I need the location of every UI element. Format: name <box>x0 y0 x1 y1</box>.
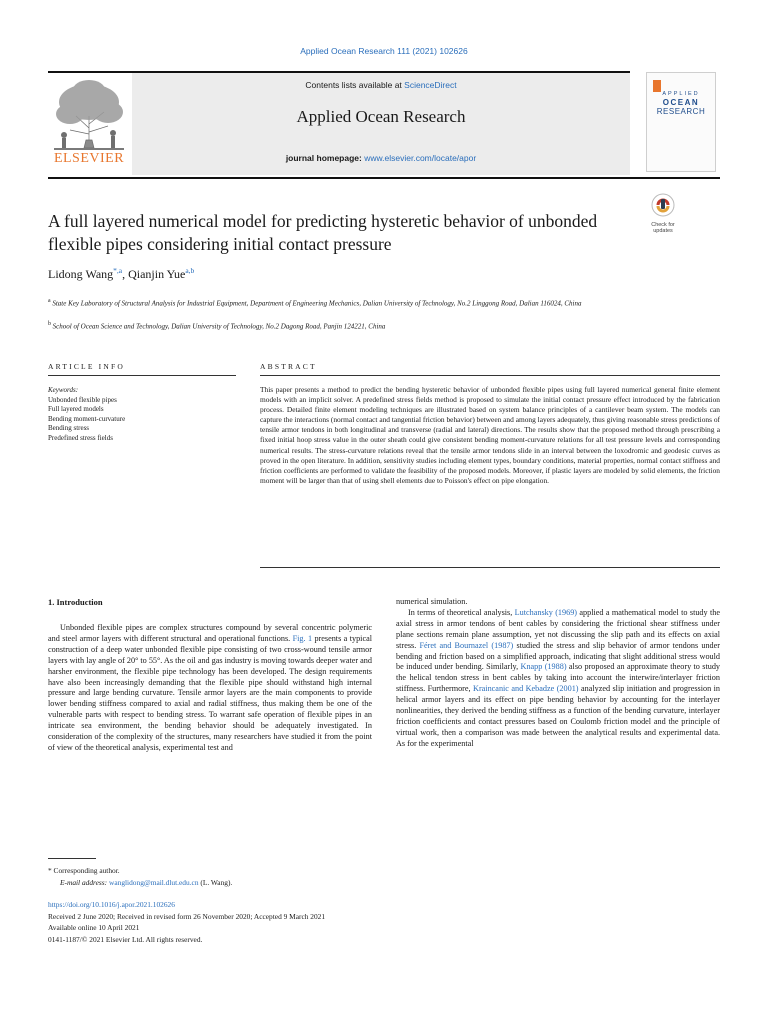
ref-link-knapp[interactable]: Knapp (1988) <box>520 662 567 672</box>
email-label: E-mail address: <box>60 878 109 887</box>
publication-info <box>48 899 548 945</box>
affiliation-b <box>48 319 648 331</box>
ref-link-lutchansky[interactable]: Lutchansky (1969) <box>514 607 578 617</box>
intro-text: also proposed an approximate theory to study the helical tendon stress in bent cables by taking into account the interwire/interlayer friction stiffness. Furthermore, <box>396 662 721 694</box>
intro-text: presents a typical construction of a deep water unbonded flexible pipe consisting of two cross-wound tensile armor layers with lay angle of 20° to 55°. As the oil and gas industry is moving towards deeper water and harsher environment, the flexible pipe technology has been developed. The design requirements have also been increasingly demanding that the flexible pipe should withstand high internal pressure and large bending curvature. Tensile armor layers are the main components to provide lower bending stiffness compared to axial and radial stiffness, thus making them be one of the vulnerable parts with respect to bending stress. To warrant safe operation of flexible pipes in an intricate sea environment, the bending behavior should be adequately investigated. In consideration of the complexity of the structures, many researchers have studied it from the point of view of the theoretical analysis, experimental test and <box>48 633 372 752</box>
homepage-link[interactable]: www.elsevier.com/locate/apor <box>364 153 477 163</box>
email-link[interactable]: wanglidong@mail.dlut.edu.cn <box>109 878 199 887</box>
body-column-right <box>396 597 720 750</box>
affiliation-a-marker: a <box>48 298 51 304</box>
article-info-rule <box>48 375 236 376</box>
footnotes <box>48 865 448 889</box>
intro-text: Unbonded flexible pipes are complex structures compound by several concentric polymeric and steel armor layers with different structural and operational functions. <box>48 623 372 643</box>
journal-title: Applied Ocean Research <box>296 107 466 126</box>
fig1-link[interactable]: Fig. 1 <box>292 633 313 643</box>
check-for-updates-icon <box>651 193 675 217</box>
check-for-updates-badge[interactable] <box>643 193 683 234</box>
check-for-updates-label: Check for updates <box>651 222 675 234</box>
email-line <box>48 877 448 889</box>
body-column-left <box>48 623 372 754</box>
author-wang: Lidong Wang <box>48 267 114 281</box>
abstract-heading: ABSTRACT <box>260 362 317 371</box>
received-dates: Received 2 June 2020; Received in revised form 26 November 2020; Accepted 9 March 2021 <box>48 911 326 921</box>
affiliation-b-text: School of Ocean Science and Technology, Dalian University of Technology, No.2 Dagong Road, Panjin 124221, China <box>52 322 386 331</box>
intro-text: In terms of theoretical analysis, <box>408 607 515 617</box>
abstract-bottom-rule <box>260 567 720 568</box>
keyword-item: Predefined stress fields <box>48 433 113 442</box>
author-wang-markers[interactable]: *,a <box>113 266 123 275</box>
doi-link[interactable]: https://doi.org/10.1016/j.apor.2021.102626 <box>48 900 175 909</box>
author-list <box>48 266 194 282</box>
homepage-label: journal homepage: <box>285 153 365 163</box>
article-info-heading: ARTICLE INFO <box>48 362 125 371</box>
keywords-label: Keywords: <box>48 386 79 394</box>
author-yue: Qianjin Yue <box>128 267 186 281</box>
copyright-line: 0141-1187/© 2021 Elsevier Ltd. All rights reserved. <box>48 934 203 944</box>
abstract-rule <box>260 375 720 376</box>
contents-prefix: Contents lists available at <box>305 80 405 90</box>
affiliation-b-marker: b <box>48 321 51 327</box>
cover-line-applied: APPLIED <box>662 91 700 97</box>
abstract-text: This paper presents a method to predict the bending hysteretic behavior of unbonded flexible pipes using full layered numerical general finite element models with an implicit solver. A predefined stress fields method is proposed to simulate the initial contact pressure effect introduced by the fabrication process. Detailed finite element modeling techniques are illustrated based on system balance principles of a cantilever beam system. The models can capture the interactions (normal contact and tangential friction behavior) between and among layers adequately, thus giving reasonable stress predictions of tensile armor tendons in both longitudinal and transverse (radial and lateral) directions. The results show that the proposed method through prescribing a fixed initial hoop stress value in the outer sheath could give consistent bending moment-curvature relations for all test pressure levels and corresponding numerical results. The stress-curvature relations reveal that the tensile armor tendons slide in an interval between the loxodromic and geodesic curves as proved in the open literature. In addition, sensitivity studies including element types, boundary conditions, material properties, normal contact stiffness and friction coefficients are performed to validate the feasibility of the proposed models. Moreover, if plastic layers are modeled by solid elements, the friction moment will be larger than that of using shell elements due to Poisson's effect on pipe elongation. <box>260 385 720 485</box>
article-title: A full layered numerical model for predicting hysteretic behavior of unbonded flexible pipes considering initial contact pressure <box>48 211 598 254</box>
sciencedirect-link[interactable]: ScienceDirect <box>404 80 457 90</box>
cover-line-ocean: OCEAN <box>662 98 700 107</box>
keyword-item: Bending moment-curvature <box>48 414 126 423</box>
journal-cover-thumbnail[interactable] <box>646 72 716 172</box>
section-heading-introduction: 1. Introduction <box>48 597 103 607</box>
intro-continuation: numerical simulation. <box>396 597 468 606</box>
elsevier-wordmark: ELSEVIER <box>53 151 125 166</box>
journal-citation[interactable]: Applied Ocean Research 111 (2021) 102626 <box>300 46 468 56</box>
corresponding-author-note: * Corresponding author. <box>48 866 120 875</box>
intro-text: analyzed slip initiation and progression in helical armor layers and its effect on pipe bending behavior by accounting for the interlayer nonlinearities, they derived the bending stiffness as a function of the bending curvature, interlayer friction coefficients and contact pressures based on Coulomb friction model and the principle of virtual work, then a comparison was made between the analytical results and experimental data. As for the experimental <box>396 684 720 748</box>
contents-line <box>132 80 630 90</box>
affiliation-a-text: State Key Laboratory of Structural Analysis for Industrial Equipment, Department of Engineering Mechanics, Dalian University of Technology, No.2 Linggong Road, Dalian 116024, China <box>52 299 582 308</box>
header-bottom-rule <box>48 177 720 179</box>
ref-link-kraincanic[interactable]: Kraincanic and Kebadze (2001) <box>473 684 579 694</box>
affiliation-a <box>48 296 648 308</box>
keyword-item: Unbonded flexible pipes <box>48 395 117 404</box>
author-yue-markers[interactable]: a,b <box>185 266 195 275</box>
journal-homepage-line <box>132 153 630 163</box>
keyword-item: Full layered models <box>48 405 104 413</box>
author-separator: , <box>122 267 129 281</box>
intro-text: applied a mathematical model to study the axial stress in armor tendons of bent cables by considering the frictional shear stiffness under plane sections remain plane assumption, yet not discussing the slip path and its effects on axial stress. <box>396 607 720 650</box>
intro-text: studied the stress and slip behavior of armor tendons under bending and friction based on a simplified approach, indicating that slight additional stress would be induced under bending. Similarly, <box>396 640 721 672</box>
intro-paragraph-2 <box>396 608 720 750</box>
email-suffix: (L. Wang). <box>198 878 233 887</box>
keyword-item: Bending stress <box>48 424 90 432</box>
ref-link-feret[interactable]: Féret and Bournazel (1987) <box>419 640 514 650</box>
keywords-block <box>48 386 228 443</box>
footnote-rule <box>48 858 96 859</box>
available-online: Available online 10 April 2021 <box>48 923 140 932</box>
cover-line-research: RESEARCH <box>656 107 706 116</box>
intro-paragraph-1 <box>48 623 372 754</box>
